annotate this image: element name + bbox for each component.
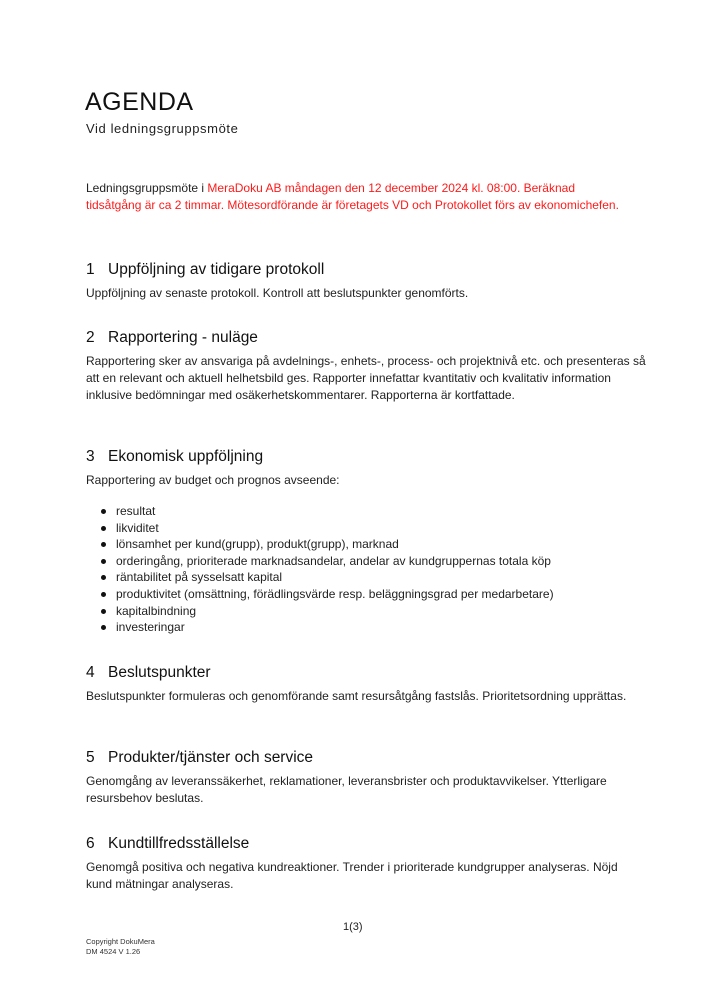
section-body: Genomgå positiva och negativa kundreaktioner. Trender i prioriterade kundgrupper analyseras. Nöjd kund mätningar analyseras. — [86, 860, 618, 891]
list-item: lönsamhet per kund(grupp), produkt(grupp), marknad — [116, 536, 646, 553]
list-item: resultat — [116, 503, 646, 520]
section-number: 2 — [86, 329, 95, 346]
bullet-icon — [101, 559, 106, 564]
section-heading — [86, 329, 646, 347]
bullet-icon — [101, 526, 106, 531]
section-title: Ekonomisk uppföljning — [108, 448, 264, 465]
section-number: 3 — [86, 448, 95, 465]
section-heading — [86, 664, 646, 682]
section-number: 5 — [86, 749, 95, 766]
bullet-icon — [101, 625, 106, 630]
section-title: Beslutspunkter — [108, 664, 211, 681]
bullet-icon — [101, 592, 106, 597]
section-2 — [86, 329, 646, 404]
section-heading — [86, 448, 646, 466]
list-item: räntabilitet på sysselsatt kapital — [116, 569, 646, 586]
section-heading — [86, 261, 646, 279]
section-body: Beslutspunkter formuleras och genomförande samt resursåtgång fastslås. Prioritetsordning upprättas. — [86, 689, 627, 703]
footer — [86, 937, 155, 957]
list-item: likviditet — [116, 520, 646, 537]
section-1 — [86, 261, 646, 302]
list-item: orderingång, prioriterade marknadsandelar, andelar av kundgruppernas totala köp — [116, 553, 646, 570]
list-item: investeringar — [116, 619, 646, 636]
document-title: AGENDA — [85, 88, 194, 116]
bullet-list — [86, 503, 646, 636]
page-number: 1(3) — [343, 921, 363, 933]
section-5 — [86, 749, 646, 807]
section-3 — [86, 448, 646, 636]
footer-copyright: Copyright DokuMera — [86, 937, 155, 946]
section-heading — [86, 749, 646, 767]
section-number: 6 — [86, 835, 95, 852]
section-body: Uppföljning av senaste protokoll. Kontroll att beslutspunkter genomförts. — [86, 286, 469, 300]
section-title: Produkter/tjänster och service — [108, 749, 314, 766]
section-title: Kundtillfredsställelse — [108, 835, 250, 852]
footer-doc-id: DM 4524 V 1.26 — [86, 947, 141, 956]
intro-prefix: Ledningsgruppsmöte i — [86, 181, 208, 195]
bullet-icon — [101, 509, 106, 514]
section-body: Genomgång av leveranssäkerhet, reklamationer, leveransbrister och produktavvikelser. Ytterligare resursbehov beslutas. — [86, 774, 607, 805]
section-body: Rapportering av budget och prognos avseende: — [86, 473, 340, 487]
section-heading — [86, 835, 646, 853]
bullet-icon — [101, 542, 106, 547]
document-subtitle: Vid ledningsgruppsmöte — [86, 121, 239, 136]
list-item: produktivitet (omsättning, förädlingsvärde resp. beläggningsgrad per medarbetare) — [116, 586, 646, 603]
intro-highlighted-text: MeraDoku AB måndagen den 12 december 2024 kl. 08:00. Beräknad tidsåtgång är ca 2 timmar. Mötesordförande är företagets VD och Protokollet förs av ekonomichefen. — [86, 181, 619, 212]
section-4 — [86, 664, 646, 705]
section-6 — [86, 835, 646, 893]
section-title: Rapportering - nuläge — [108, 329, 258, 346]
intro-paragraph — [86, 180, 631, 214]
section-body: Rapportering sker av ansvariga på avdelnings-, enhets-, process- och projektnivå etc. och presenteras så att en relevant och aktuell helhetsbild ges. Rapporter innefattar kvantitativ och kvalitativ information inklusive bedömningar med osäkerhetskommentarer. Rapporterna är kortfattade. — [86, 354, 646, 402]
section-number: 4 — [86, 664, 95, 681]
list-item: kapitalbindning — [116, 603, 646, 620]
section-number: 1 — [86, 261, 95, 278]
bullet-icon — [101, 575, 106, 580]
bullet-icon — [101, 609, 106, 614]
section-title: Uppföljning av tidigare protokoll — [108, 261, 325, 278]
